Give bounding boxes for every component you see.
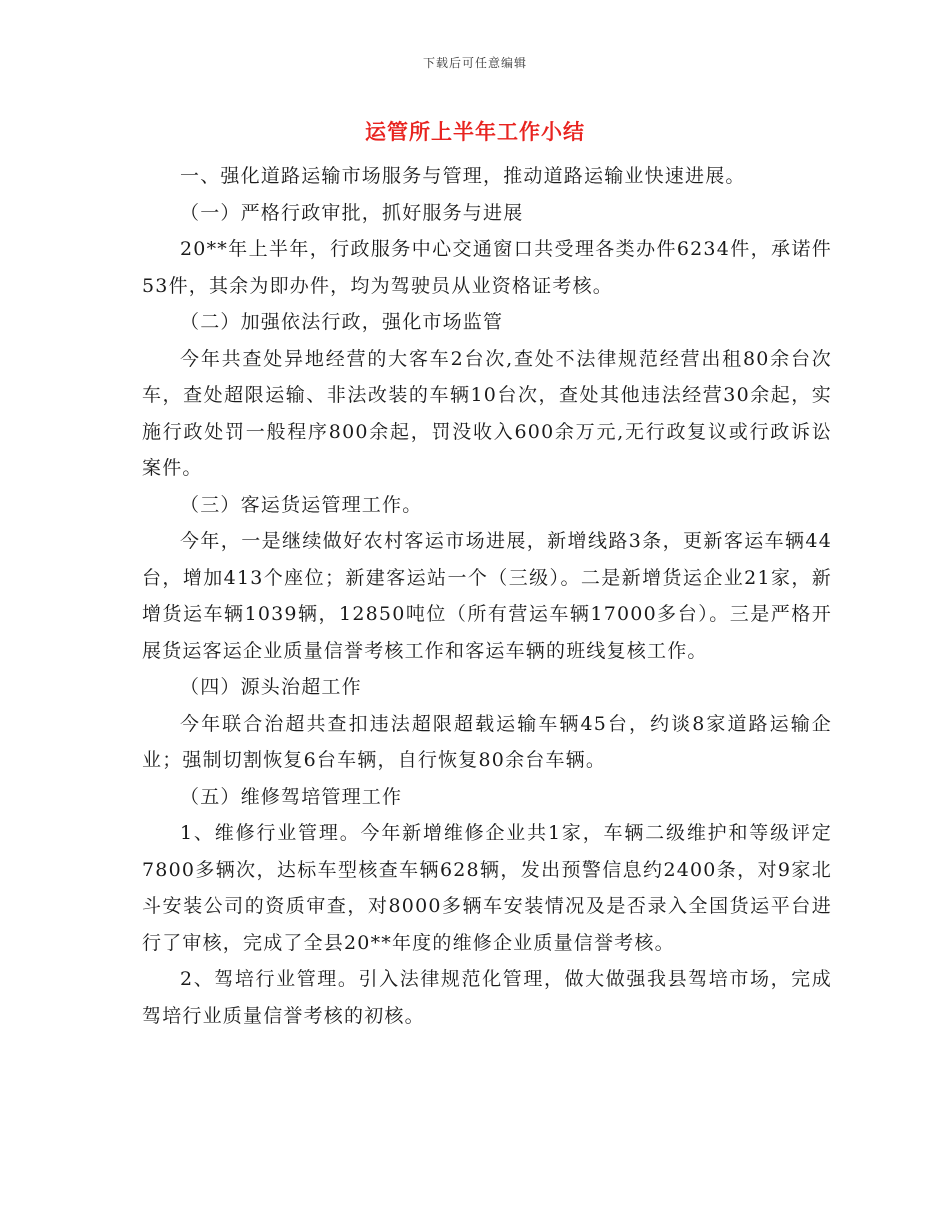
section-heading: 一、强化道路运输市场服务与管理，推动道路运输业快速进展。 xyxy=(180,165,746,187)
subsection-heading: （五）维修驾培管理工作 xyxy=(180,785,403,808)
subsection-heading: （四）源头治超工作 xyxy=(180,676,362,698)
body-paragraph: 2、驾培行业管理。引入法律规范化管理，做大做强我县驾培市场，完成驾培行业质量信誉考核的初核。 xyxy=(142,968,832,1027)
body-paragraph: 20**年上半年，行政服务中心交通窗口共受理各类办件6234件，承诺件53件，其余为即办件，均为驾驶员从业资格证考核。 xyxy=(142,238,832,297)
header-note: 下载后可任意编辑 xyxy=(422,56,527,70)
subsection-heading: （三）客运货运管理工作。 xyxy=(180,493,423,516)
subsection-heading: （二）加强依法行政，强化市场监管 xyxy=(180,311,504,333)
body-paragraph: 今年共查处异地经营的大客车2台次,查处不法律规范经营出租80余台次车，查处超限运输、非法改装的车辆10台次，查处其他违法经营30余起，实施行政处罚一般程序800余起，罚没收入600余万元,无行政复议或行政诉讼案件。 xyxy=(142,347,832,479)
document-body xyxy=(142,158,832,1034)
body-paragraph: 1、维修行业管理。今年新增维修企业共1家，车辆二级维护和等级评定7800多辆次，达标车型核查车辆628辆，发出预警信息约2400条，对9家北斗安装公司的资质审查，对8000多辆车安装情况及是否录入全国货运平台进行了审核，完成了全县20**年度的维修企业质量信誉考核。 xyxy=(142,822,832,954)
body-paragraph: 今年，一是继续做好农村客运市场进展，新增线路3条，更新客运车辆44台，增加413个座位；新建客运站一个（三级）。二是新增货运企业21家，新增货运车辆1039辆，12850吨位（所有营运车辆17000多台）。三是严格开展货运客运企业质量信誉考核工作和客运车辆的班线复核工作。 xyxy=(142,530,832,662)
body-paragraph: 今年联合治超共查扣违法超限超载运输车辆45台，约谈8家道路运输企业；强制切割恢复6台车辆，自行恢复80余台车辆。 xyxy=(142,712,832,771)
subsection-heading: （一）严格行政审批，抓好服务与进展 xyxy=(180,201,524,224)
document-title: 运管所上半年工作小结 xyxy=(365,119,585,144)
